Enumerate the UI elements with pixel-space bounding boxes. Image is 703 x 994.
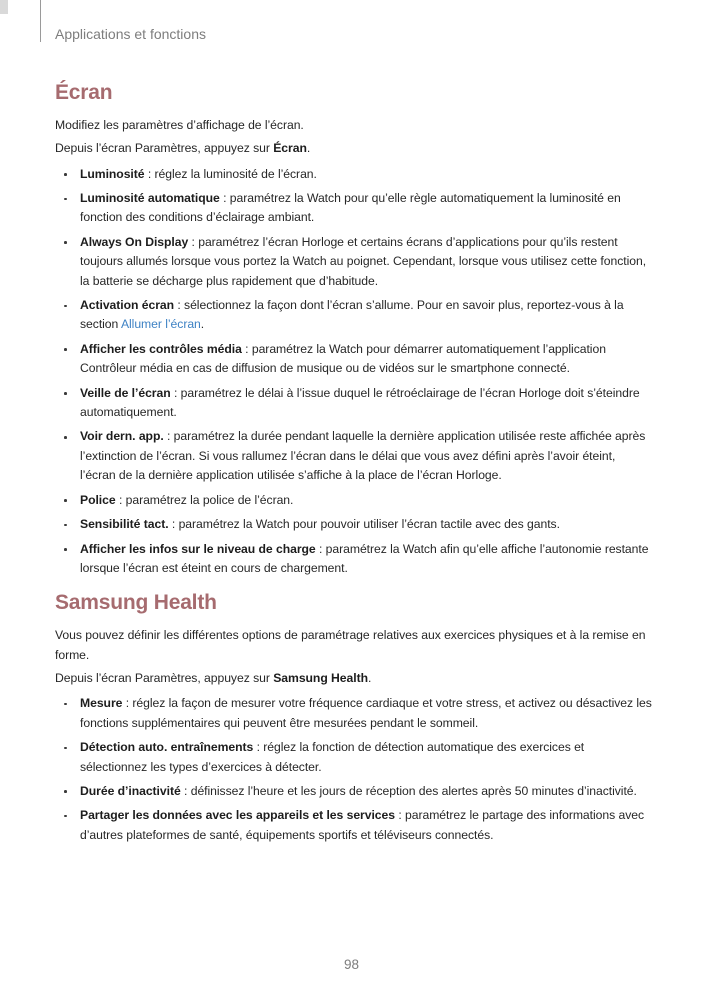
text-run: : définissez l’heure et les jours de réception des alertes après 50 minutes d’inactivité.	[180, 783, 637, 798]
section-ecran	[55, 80, 652, 578]
list-item	[55, 540, 652, 579]
paragraph	[55, 139, 652, 158]
paragraph	[55, 669, 652, 688]
text-run: Depuis l’écran Paramètres, appuyez sur	[55, 141, 274, 156]
text-run: .	[368, 670, 372, 685]
text-run: : réglez la fonction de détection automatique des exercices et sélectionnez les types d’exercices à détecter.	[80, 740, 585, 774]
list-item	[55, 738, 652, 777]
bullet-list	[55, 165, 652, 579]
page-content	[55, 70, 652, 850]
running-header: Applications et fonctions	[55, 26, 206, 42]
text-run: : réglez la façon de mesurer votre fréquence cardiaque et votre stress, et activez ou désactivez les fonctions supplémentaires qui peuvent être mesurées pendant le sommeil.	[80, 696, 652, 730]
list-item	[55, 165, 652, 184]
bold-label: Écran	[273, 141, 307, 156]
bold-label: Mesure	[80, 696, 123, 711]
bullet-list	[55, 694, 652, 845]
text-run: : paramétrez la durée pendant laquelle la dernière application utilisée reste affichée après l’extinction de l’écran. Si vous rallumez l’écran dans le délai que vous avez défini après l’avoir éteint, l’écran de la dernière application utilisée s’affiche à la place de l’écran Horloge.	[80, 429, 646, 483]
bold-label: Sensibilité tact.	[80, 517, 169, 532]
text-run: : paramétrez la Watch pour démarrer automatiquement l’application Contrôleur média en cas de diffusion de musique ou de vidéos sur le smartphone connecté.	[80, 341, 606, 376]
text-run: : paramétrez l’écran Horloge et certains écrans d’applications pour qu’ils restent toujours allumés lorsque vous portez la Watch au poignet. Cependant, lorsque vous utilisez cette fonction, la batterie se décharge plus rapidement que d’habitude.	[80, 234, 647, 288]
text-run: : paramétrez la Watch afin qu’elle affiche l’autonomie restante lorsque l’écran est éteint en cours de chargement.	[80, 541, 649, 575]
section-title-ecran: Écran	[55, 81, 113, 104]
list-item	[55, 296, 652, 335]
paragraph	[55, 626, 652, 665]
list-item	[55, 806, 652, 845]
text-run: .	[306, 141, 311, 156]
bold-label: Luminosité	[80, 166, 145, 181]
bold-label: Partager les données avec les appareils et les services	[80, 808, 395, 823]
bold-label: Samsung Health	[273, 670, 369, 685]
bold-label: Afficher les infos sur le niveau de charge	[80, 541, 316, 556]
text-run: Depuis l’écran Paramètres, appuyez sur	[55, 670, 274, 685]
page-number: 98	[343, 957, 360, 972]
bold-label: Afficher les contrôles média	[80, 341, 242, 356]
list-item	[55, 694, 652, 733]
header-rule	[40, 0, 41, 42]
link-allumer-lecran[interactable]: Allumer l’écran	[120, 317, 201, 332]
bold-label: Luminosité automatique	[80, 191, 220, 206]
text-run: Vous pouvez définir les différentes options de paramétrage relatives aux exercices physiques et à la remise en forme.	[55, 628, 646, 662]
text-run: : paramétrez la Watch pour qu’elle règle automatiquement la luminosité en fonction des conditions d’éclairage ambiant.	[80, 191, 621, 225]
list-item	[55, 491, 652, 510]
section-samsung-health	[55, 590, 652, 845]
list-item	[55, 233, 652, 291]
bold-label: Always On Display	[80, 234, 189, 249]
bold-label: Durée d’inactivité	[80, 783, 181, 798]
text-run: : paramétrez la police de l’écran.	[115, 492, 294, 507]
list-item	[55, 782, 652, 801]
text-run: .	[200, 317, 205, 332]
section-title-samsung-health: Samsung Health	[55, 591, 217, 615]
text-run: Modifiez les paramètres d’affichage de l’écran.	[55, 118, 304, 132]
bold-label: Veille de l’écran	[80, 385, 171, 400]
text-run: : paramétrez le partage des informations avec d’autres plateformes de santé, équipements sportifs et téléviseurs connectés.	[80, 808, 645, 842]
text-run: : sélectionnez la façon dont l’écran s’allume. Pour en savoir plus, reportez-vous à la section	[80, 298, 624, 332]
page-footer	[0, 956, 703, 974]
list-item	[55, 427, 652, 485]
list-item	[55, 515, 652, 534]
paragraph	[55, 116, 652, 135]
bold-label: Voir dern. app.	[80, 429, 164, 444]
list-item	[55, 340, 652, 379]
scan-artifact	[0, 0, 8, 14]
text-run: : paramétrez la Watch pour pouvoir utiliser l’écran tactile avec des gants.	[168, 517, 560, 532]
bold-label: Détection auto. entraînements	[80, 740, 254, 755]
list-item	[55, 384, 652, 423]
text-run: : paramétrez le délai à l’issue duquel le rétroéclairage de l’écran Horloge doit s’éteindre automatiquement.	[80, 385, 640, 420]
text-run: : réglez la luminosité de l’écran.	[144, 166, 317, 181]
bold-label: Police	[80, 492, 116, 507]
bold-label: Activation écran	[80, 298, 175, 313]
list-item	[55, 189, 652, 228]
